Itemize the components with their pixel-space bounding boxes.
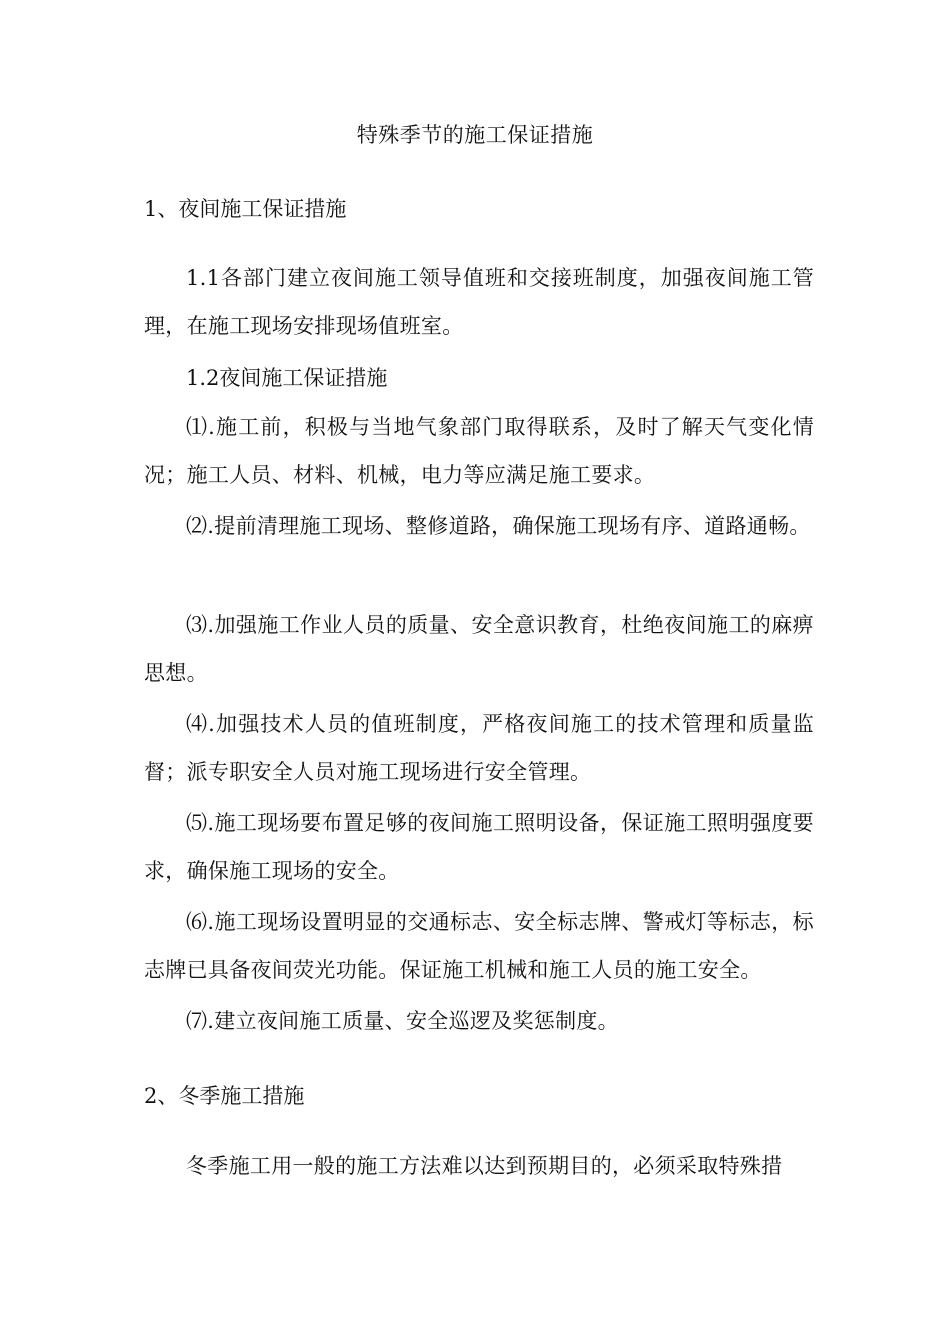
paragraph-1-1: 1.1各部门建立夜间施工领导值班和交接班制度，加强夜间施工管理，在施工现场安排现场值班室。 xyxy=(144,266,814,338)
subheading-1-2: 1.2夜间施工保证措施 xyxy=(186,366,388,390)
list-item-4: ⑷.加强技术人员的值班制度，严格夜间施工的技术管理和质量监督；派专职安全人员对施工现场进行安全管理。 xyxy=(144,712,814,784)
list-item-2: ⑵.提前清理施工现场、整修道路，确保施工现场有序、道路通畅。 xyxy=(186,514,811,538)
section-heading-night-construction: 1、夜间施工保证措施 xyxy=(144,197,347,221)
list-item-6: ⑹.施工现场设置明显的交通标志、安全标志牌、警戒灯等标志，标志牌已具备夜间荧光功能。保证施工机械和施工人员的施工安全。 xyxy=(144,910,814,982)
list-item-7: ⑺.建立夜间施工质量、安全巡逻及奖惩制度。 xyxy=(186,1009,619,1033)
list-item-5: ⑸.施工现场要布置足够的夜间施工照明设备，保证施工照明强度要求，确保施工现场的安全。 xyxy=(144,811,814,883)
section-heading-winter-construction: 2、冬季施工措施 xyxy=(144,1084,305,1108)
document-title: 特殊季节的施工保证措施 xyxy=(356,123,594,147)
list-item-3: ⑶.加强施工作业人员的质量、安全意识教育，杜绝夜间施工的麻痹思想。 xyxy=(144,613,814,685)
paragraph-2-intro: 冬季施工用一般的施工方法难以达到预期目的，必须采取特殊措 xyxy=(186,1154,783,1178)
list-item-1: ⑴.施工前，积极与当地气象部门取得联系，及时了解天气变化情况；施工人员、材料、机械，电力等应满足施工要求。 xyxy=(144,415,814,487)
